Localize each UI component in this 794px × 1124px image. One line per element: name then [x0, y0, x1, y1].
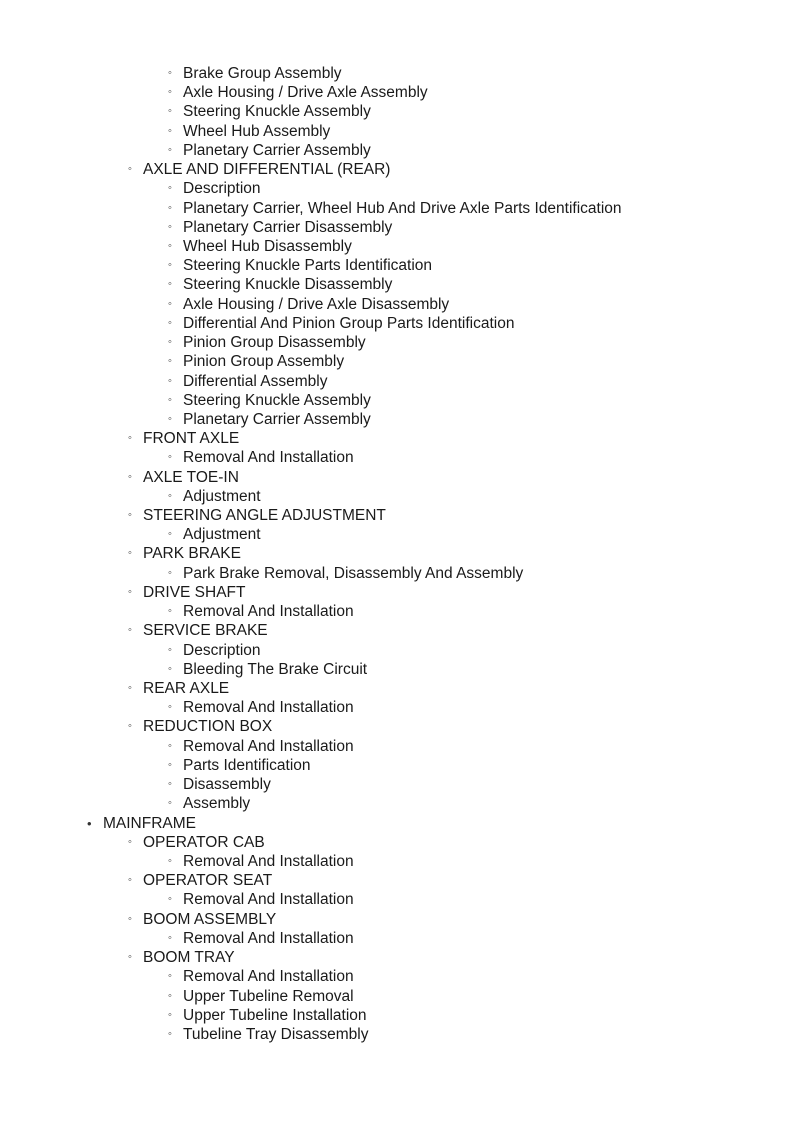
toc-entry[interactable] [0, 256, 794, 275]
toc-entry[interactable] [0, 275, 794, 294]
bullet-icon: ◦ [168, 970, 172, 983]
bullet-icon: ◦ [168, 67, 172, 79]
toc-chapter[interactable] [0, 833, 794, 852]
toc-entry-label: Steering Knuckle Parts Identification [183, 257, 432, 275]
toc-entry[interactable] [0, 102, 794, 121]
toc-entry-label: Removal And Installation [183, 449, 354, 467]
toc-entry[interactable] [0, 199, 794, 218]
toc-entry-label: Differential And Pinion Group Parts Identification [183, 314, 515, 332]
toc-entry-label: Removal And Installation [183, 891, 354, 909]
bullet-icon: ◦ [168, 297, 172, 310]
toc-entry[interactable] [0, 602, 794, 621]
bullet-icon: ◦ [128, 163, 132, 176]
bullet-icon: ◦ [168, 105, 172, 118]
bullet-icon: ◦ [168, 239, 172, 252]
toc-entry-label: Adjustment [183, 487, 261, 505]
toc-entry-label: Steering Knuckle Assembly [183, 103, 371, 121]
toc-entry[interactable] [0, 698, 794, 717]
toc-entry-label: BOOM TRAY [143, 949, 235, 967]
toc-chapter[interactable] [0, 717, 794, 736]
toc-entry[interactable] [0, 83, 794, 102]
bullet-icon: ◦ [168, 124, 172, 137]
toc-entry-label: Pinion Group Assembly [183, 353, 345, 371]
bullet-icon: ◦ [168, 1027, 172, 1040]
toc-entry-label: Adjustment [183, 526, 261, 544]
toc-entry-label: Brake Group Assembly [183, 65, 342, 82]
toc-entry[interactable] [0, 64, 794, 83]
toc-entry-label: Bleeding The Brake Circuit [183, 660, 368, 678]
toc-chapter[interactable] [0, 506, 794, 525]
bullet-icon: ◦ [168, 412, 172, 425]
bullet-icon: ◦ [128, 470, 132, 483]
toc-entry[interactable] [0, 641, 794, 660]
bullet-icon: ◦ [168, 893, 172, 906]
toc-entry-label: Removal And Installation [183, 699, 354, 717]
toc-entry[interactable] [0, 410, 794, 429]
bullet-icon: ◦ [128, 682, 132, 694]
toc-chapter[interactable] [0, 871, 794, 890]
toc-entry[interactable] [0, 794, 794, 813]
toc-entry-label: Axle Housing / Drive Axle Assembly [183, 84, 428, 102]
toc-entry-label: OPERATOR CAB [143, 833, 265, 851]
bullet-icon: ◦ [168, 1008, 172, 1021]
toc-chapter[interactable] [0, 160, 794, 179]
toc-entry-label: OPERATOR SEAT [143, 872, 273, 890]
toc-entry-label: Differential Assembly [183, 372, 328, 390]
toc-entry-label: Wheel Hub Assembly [183, 122, 331, 140]
toc-entry-label: Axle Housing / Drive Axle Disassembly [183, 295, 450, 313]
bullet-icon: ◦ [168, 758, 172, 771]
bullet-icon: ◦ [168, 701, 172, 714]
toc-entry[interactable] [0, 391, 794, 410]
toc-entry[interactable] [0, 218, 794, 237]
toc-entry[interactable] [0, 141, 794, 160]
toc-entry-label: REAR AXLE [143, 680, 230, 697]
toc-entry-label: Wheel Hub Disassembly [183, 237, 352, 255]
bullet-icon: ◦ [168, 643, 172, 656]
toc-entry[interactable] [0, 775, 794, 794]
toc-entry[interactable] [0, 448, 794, 467]
bullet-icon: ◦ [128, 509, 132, 522]
bullet-icon: ◦ [168, 739, 172, 752]
bullet-icon: ◦ [128, 951, 132, 964]
toc-chapter[interactable] [0, 583, 794, 602]
toc-entry[interactable] [0, 1006, 794, 1025]
toc-entry-label: Assembly [183, 795, 251, 813]
bullet-icon: • [87, 815, 92, 831]
toc-entry-label: Tubeline Tray Disassembly [183, 1025, 369, 1043]
toc-chapter[interactable] [0, 948, 794, 967]
bullet-icon: ◦ [128, 624, 132, 637]
bullet-icon: ◦ [168, 86, 172, 99]
toc-entry-label: Removal And Installation [183, 737, 354, 755]
toc-entry[interactable] [0, 852, 794, 871]
bullet-icon: ◦ [168, 143, 172, 156]
toc-entry-label: Planetary Carrier Assembly [183, 410, 371, 428]
toc-entry-label: Removal And Installation [183, 968, 354, 986]
toc-entry[interactable] [0, 564, 794, 583]
toc-entry[interactable] [0, 1025, 794, 1044]
bullet-icon: ◦ [168, 528, 172, 541]
toc-entry-label: Pinion Group Disassembly [183, 334, 366, 352]
toc-entry-label: FRONT AXLE [143, 430, 240, 448]
bullet-icon: ◦ [168, 374, 172, 387]
toc-entry[interactable] [0, 756, 794, 775]
toc-entry-label: Planetary Carrier Disassembly [183, 218, 393, 236]
toc-entry[interactable] [0, 660, 794, 679]
bullet-icon: ◦ [168, 931, 172, 944]
toc-entry[interactable] [0, 352, 794, 371]
bullet-icon: ◦ [168, 220, 172, 233]
toc-entry[interactable] [0, 967, 794, 986]
toc-entry[interactable] [0, 987, 794, 1006]
toc-entry-label: Removal And Installation [183, 603, 354, 621]
toc-entry[interactable] [0, 487, 794, 506]
bullet-icon: ◦ [168, 316, 172, 329]
toc-entry-label: PARK BRAKE [143, 545, 241, 563]
bullet-icon: ◦ [128, 874, 132, 887]
toc-entry[interactable] [0, 179, 794, 198]
bullet-icon: ◦ [168, 778, 172, 791]
toc-entry[interactable] [0, 525, 794, 544]
bullet-icon: ◦ [128, 547, 132, 560]
toc-entry-label: Upper Tubeline Removal [183, 987, 354, 1005]
toc-entry-label: MAINFRAME [103, 814, 196, 832]
toc-entry-label: STEERING ANGLE ADJUSTMENT [143, 507, 386, 525]
bullet-icon: ◦ [128, 432, 132, 445]
toc-entry[interactable] [0, 737, 794, 756]
bullet-icon: ◦ [168, 393, 172, 406]
bullet-icon: ◦ [128, 585, 132, 598]
toc-entry-label: Planetary Carrier, Wheel Hub And Drive Axle Parts Identification [183, 199, 622, 217]
bullet-icon: ◦ [168, 336, 172, 349]
toc-entry-label: Planetary Carrier Assembly [183, 141, 371, 159]
table-of-contents [0, 64, 794, 1044]
toc-chapter[interactable] [0, 468, 794, 487]
bullet-icon: ◦ [168, 989, 172, 1002]
toc-chapter[interactable] [0, 910, 794, 929]
bullet-icon: ◦ [168, 854, 172, 867]
toc-entry-label: Description [183, 180, 261, 198]
bullet-icon: ◦ [168, 259, 172, 272]
toc-entry[interactable] [0, 929, 794, 948]
bullet-icon: ◦ [168, 278, 172, 291]
bullet-icon: ◦ [168, 182, 172, 195]
toc-entry-label: Removal And Installation [183, 929, 354, 947]
toc-entry-label: Removal And Installation [183, 852, 354, 870]
toc-entry-label: BOOM ASSEMBLY [143, 910, 277, 928]
bullet-icon: ◦ [168, 355, 172, 368]
toc-entry-label: Steering Knuckle Assembly [183, 391, 371, 409]
toc-entry[interactable] [0, 890, 794, 909]
toc-chapter[interactable] [0, 679, 794, 698]
bullet-icon: ◦ [168, 201, 172, 214]
bullet-icon: ◦ [168, 451, 172, 464]
toc-entry-label: Parts Identification [183, 756, 311, 774]
toc-entry-label: REDUCTION BOX [143, 718, 273, 736]
toc-entry-label: Steering Knuckle Disassembly [183, 276, 393, 294]
bullet-icon: ◦ [128, 835, 132, 848]
toc-entry-label: AXLE TOE-IN [143, 468, 239, 486]
toc-entry-label: Disassembly [183, 776, 271, 794]
toc-entry[interactable] [0, 314, 794, 333]
bullet-icon: ◦ [168, 489, 172, 502]
toc-chapter[interactable] [0, 429, 794, 448]
bullet-icon: ◦ [168, 566, 172, 579]
toc-entry-label: Park Brake Removal, Disassembly And Assembly [183, 564, 524, 582]
bullet-icon: ◦ [128, 720, 132, 733]
toc-entry-label: Description [183, 641, 261, 659]
toc-chapter[interactable] [0, 621, 794, 640]
toc-entry[interactable] [0, 122, 794, 141]
toc-entry-label: AXLE AND DIFFERENTIAL (REAR) [143, 161, 391, 179]
toc-entry[interactable] [0, 333, 794, 352]
bullet-icon: ◦ [168, 605, 172, 618]
toc-entry-label: DRIVE SHAFT [143, 583, 246, 601]
toc-entry-label: SERVICE BRAKE [143, 622, 268, 640]
toc-section[interactable] [0, 814, 794, 833]
bullet-icon: ◦ [168, 662, 172, 675]
toc-entry-label: Upper Tubeline Installation [183, 1006, 367, 1024]
toc-chapter[interactable] [0, 544, 794, 563]
bullet-icon: ◦ [168, 797, 172, 810]
toc-entry[interactable] [0, 372, 794, 391]
bullet-icon: ◦ [128, 912, 132, 925]
toc-entry[interactable] [0, 295, 794, 314]
toc-entry[interactable] [0, 237, 794, 256]
